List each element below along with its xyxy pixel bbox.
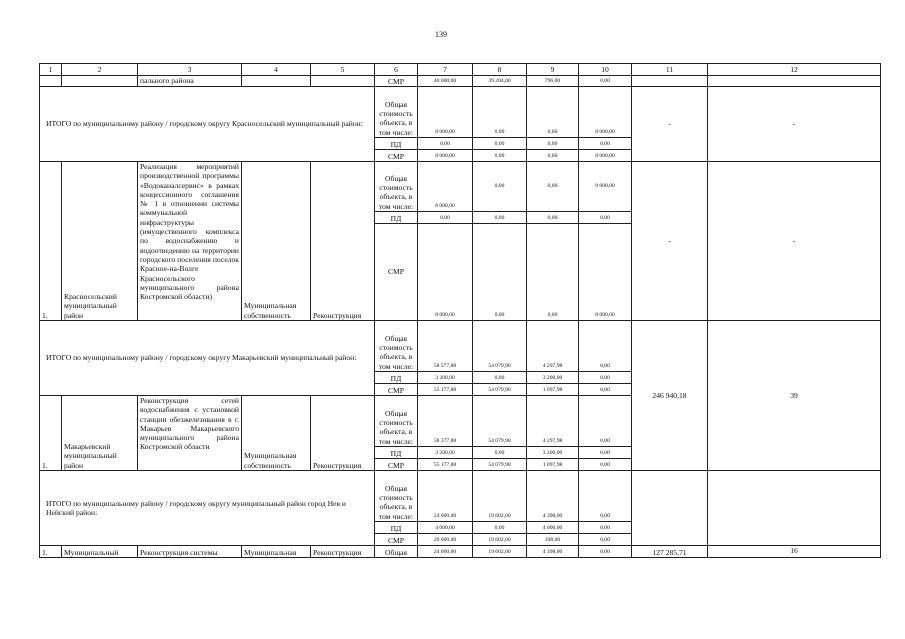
pd-value: 3 200,00 (527, 372, 579, 384)
col12-value: - (708, 87, 881, 162)
smr-value: 8 000,00 (579, 150, 632, 162)
object-name: Реконструкция системы (138, 546, 242, 558)
col11-value: - (632, 162, 708, 321)
col12-value: 16 (708, 546, 881, 558)
smr-value: 54 079,90 (473, 459, 527, 471)
smr-value: 0,00 (473, 150, 527, 162)
pd-value: 0,00 (579, 212, 632, 224)
col11-value: 246 940,18 (632, 321, 708, 471)
total-cost-label: Общая стоимость объекта, в том числе: (375, 162, 418, 212)
table-row (40, 87, 881, 138)
smr-value: 0,00 (579, 384, 632, 396)
work-type: Реконструкция (311, 162, 375, 321)
table-row (40, 546, 881, 558)
total-value: 0,00 (579, 471, 632, 522)
smr-value: 796,00 (527, 76, 579, 87)
smr-value: 0,00 (579, 459, 632, 471)
row-number: 1. (40, 546, 62, 558)
col-number-2: 2 (62, 64, 138, 76)
district-total-title: ИТОГО по муниципальному району / городскому округу Макарьевский муниципальный район: (40, 321, 375, 396)
smr-value: 0,00 (527, 224, 579, 321)
work-type: Реконструкция (311, 546, 375, 558)
pd-value: 0,00 (473, 372, 527, 384)
smr-value: 20 000,00 (418, 534, 473, 546)
total-value: 4 398,00 (527, 546, 579, 558)
pd-label: ПД (375, 372, 418, 384)
total-value: 8 000,00 (579, 162, 632, 212)
smr-value: 8 000,00 (418, 224, 473, 321)
smr-value: 8 000,00 (418, 150, 473, 162)
total-value: 4 297,98 (527, 321, 579, 372)
pd-value: 0,00 (579, 372, 632, 384)
col-number-6: 6 (375, 64, 418, 76)
smr-value: 398,00 (527, 534, 579, 546)
total-value: 0,00 (527, 87, 579, 138)
empty-cell (311, 76, 375, 87)
smr-value: 1 097,98 (527, 459, 579, 471)
empty-cell (708, 471, 881, 546)
total-cost-label: Общая стоимость объекта, в том числе: (375, 87, 418, 138)
col-number-9: 9 (527, 64, 579, 76)
pd-value: 0,00 (473, 212, 527, 224)
smr-label: СМР (375, 150, 418, 162)
pd-label: ПД (375, 522, 418, 534)
total-cost-label: Общая стоимость объекта, в том числе: (375, 471, 418, 522)
work-type: Реконструкция (311, 396, 375, 471)
table-row (40, 471, 881, 522)
col11-value: 127 285,71 (632, 546, 708, 558)
empty-cell (708, 76, 881, 87)
total-value: 0,00 (579, 396, 632, 447)
pd-label: ПД (375, 212, 418, 224)
page-number: 139 (435, 30, 447, 39)
object-name: Реализация мероприятий производственной программы «Водоканалсервис» в рамках концессионного соглашения № 1 в отношении системы коммунальной инфраструктуры (имущественного комплекса по водоснабжению и водоотведению на территории городского поселения поселок Красное-на-Волге Красносельского муниципального района Костромской области) (138, 162, 242, 321)
row-number: 1. (40, 162, 62, 321)
pd-value: 0,00 (418, 138, 473, 150)
smr-value: 0,00 (527, 150, 579, 162)
pd-value: 0,00 (579, 447, 632, 459)
smr-label: СМР (375, 459, 418, 471)
col12-value: - (708, 162, 881, 321)
district-total-title: ИТОГО по муниципальному району / городскому округу муниципальный район город Нея и Нейский район: (40, 471, 375, 546)
total-value: 58 377,88 (418, 321, 473, 372)
district-total-title: ИТОГО по муниципальному району / городскому округу Красносельский муниципальный район: (40, 87, 375, 162)
ownership-form: Муниципальная собственность (242, 396, 311, 471)
total-value: 24 000,00 (418, 546, 473, 558)
smr-value: 55 177,88 (418, 384, 473, 396)
col-number-4: 4 (242, 64, 311, 76)
col11-value: - (632, 87, 708, 162)
smr-label: СМР (375, 534, 418, 546)
empty-cell (40, 76, 62, 87)
empty-cell (632, 76, 708, 87)
pd-value: 0,00 (418, 212, 473, 224)
pd-label: ПД (375, 138, 418, 150)
district-name: Макарьевский муниципальный район (62, 396, 138, 471)
smr-label: СМР (375, 384, 418, 396)
col-number-5: 5 (311, 64, 375, 76)
col-number-12: 12 (708, 64, 881, 76)
smr-value: 54 079,90 (473, 384, 527, 396)
pd-value: 3 200,00 (418, 447, 473, 459)
smr-value: 0,00 (579, 534, 632, 546)
total-value: 0,00 (473, 87, 527, 138)
pd-value: 0,00 (579, 138, 632, 150)
total-value: 19 602,00 (473, 546, 527, 558)
total-value: 0,00 (473, 162, 527, 212)
capital-investment-table (39, 63, 881, 558)
pd-label: ПД (375, 447, 418, 459)
object-name-continuation: пального района (138, 76, 242, 87)
total-value: 54 079,90 (473, 396, 527, 447)
smr-value: 0,00 (473, 224, 527, 321)
col-number-3: 3 (138, 64, 242, 76)
total-value: 0,00 (579, 546, 632, 558)
district-name: Красносельский муниципальный район (62, 162, 138, 321)
col-number-7: 7 (418, 64, 473, 76)
smr-value: 55 177,88 (418, 459, 473, 471)
pd-value: 4 000,00 (418, 522, 473, 534)
smr-value: 8 000,00 (579, 224, 632, 321)
object-name: Реконструкция сетей водоснабжения с установкой станции обезжелезивания в г. Макарьев Макарьевского муниципального района Костромской области (138, 396, 242, 471)
empty-cell (62, 76, 138, 87)
empty-cell (632, 471, 708, 546)
pd-value: 0,00 (527, 212, 579, 224)
pd-value: 0,00 (473, 447, 527, 459)
pd-value: 0,00 (527, 138, 579, 150)
smr-value: 40 000,00 (418, 76, 473, 87)
ownership-form: Муниципальная (242, 546, 311, 558)
total-value: 8 000,00 (579, 87, 632, 138)
smr-value: 1 097,98 (527, 384, 579, 396)
total-cost-label: Общая стоимость объекта, в том числе: (375, 321, 418, 372)
table-row (40, 162, 881, 212)
table-row (40, 76, 881, 87)
total-value: 0,00 (579, 321, 632, 372)
total-value: 24 000,00 (418, 471, 473, 522)
total-value: 19 602,00 (473, 471, 527, 522)
pd-value: 3 200,00 (418, 372, 473, 384)
total-value: 4 297,98 (527, 396, 579, 447)
pd-value: 0,00 (579, 522, 632, 534)
total-cost-label: Общая (375, 546, 418, 558)
total-cost-label: Общая стоимость объекта, в том числе: (375, 396, 418, 447)
smr-value: 19 602,00 (473, 534, 527, 546)
table-row (40, 321, 881, 372)
row-number: 1. (40, 396, 62, 471)
col-number-8: 8 (473, 64, 527, 76)
total-value: 0,00 (527, 162, 579, 212)
pd-value: 0,00 (473, 138, 527, 150)
total-value: 8 000,00 (418, 162, 473, 212)
pd-value: 0,00 (473, 522, 527, 534)
col12-value: 39 (708, 321, 881, 471)
smr-label: СМР (375, 224, 418, 321)
pd-value: 3 200,00 (527, 447, 579, 459)
smr-label: СМР (375, 76, 418, 87)
total-value: 8 000,00 (418, 87, 473, 138)
smr-value: 39 204,00 (473, 76, 527, 87)
total-value: 4 398,00 (527, 471, 579, 522)
total-value: 58 377,88 (418, 396, 473, 447)
ownership-form: Муниципальная собственность (242, 162, 311, 321)
col-number-1: 1 (40, 64, 62, 76)
col-number-10: 10 (579, 64, 632, 76)
column-number-row (40, 64, 881, 76)
total-value: 54 079,90 (473, 321, 527, 372)
col-number-11: 11 (632, 64, 708, 76)
empty-cell (242, 76, 311, 87)
pd-value: 4 000,00 (527, 522, 579, 534)
smr-value: 0,00 (579, 76, 632, 87)
district-name: Муниципальный (62, 546, 138, 558)
